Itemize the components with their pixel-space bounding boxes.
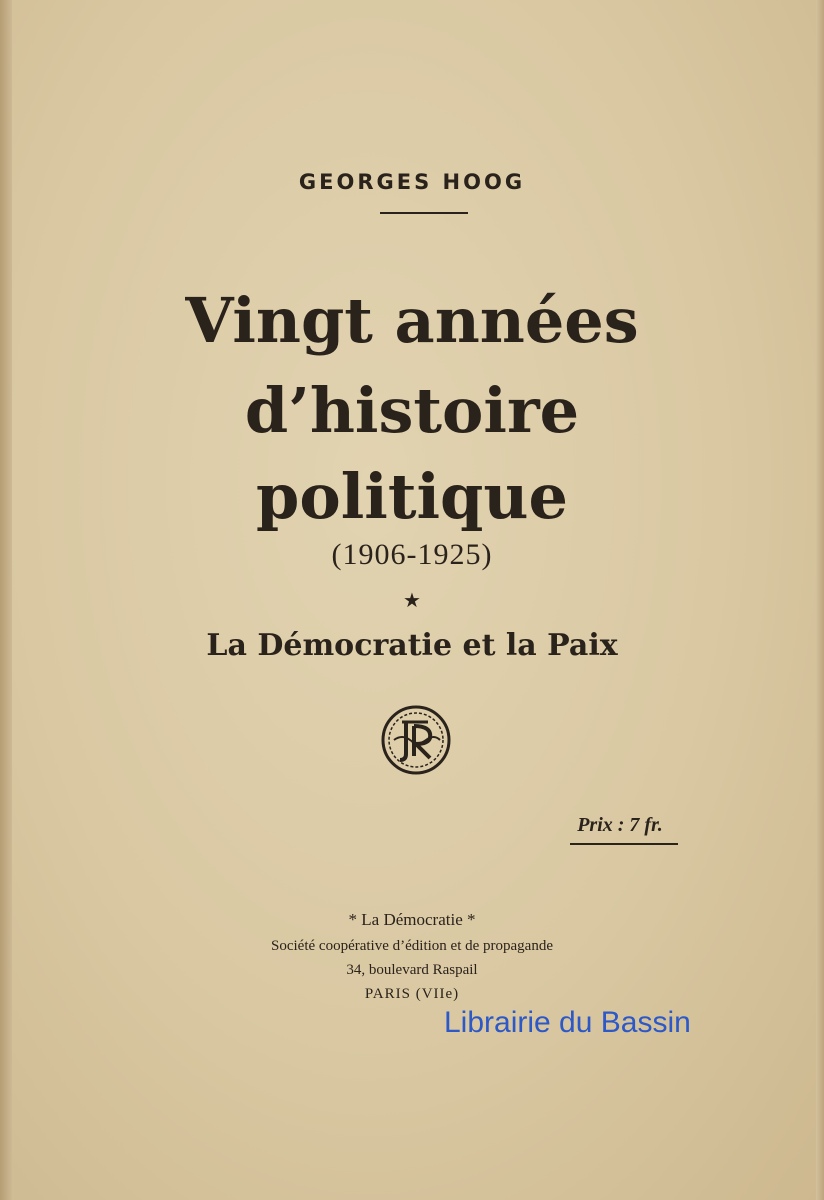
publisher-city: PARIS (VIIe) [364, 986, 460, 1002]
bookseller-watermark: Librairie du Bassin [444, 1006, 691, 1039]
publisher-monogram-seal-icon [380, 704, 452, 776]
title-line-2: d’histoire [244, 374, 580, 447]
subtitle: La Démocratie et la Paix [206, 628, 618, 663]
star-ornament: ★ [403, 588, 421, 612]
author-divider [380, 212, 468, 214]
year-range: (1906-1925) [331, 538, 493, 571]
title-line-1: Vingt années [185, 284, 639, 357]
publisher-address: 34, boulevard Raspail [346, 962, 478, 978]
publisher-name: * La Démocratie * [348, 910, 476, 929]
price-underline [570, 843, 678, 845]
publisher-description: Société coopérative d’édition et de propagande [271, 938, 553, 954]
title-line-3: politique [256, 460, 568, 533]
price-label: Prix : 7 fr. [577, 814, 663, 836]
author-name: GEORGES HOOG [298, 170, 526, 194]
